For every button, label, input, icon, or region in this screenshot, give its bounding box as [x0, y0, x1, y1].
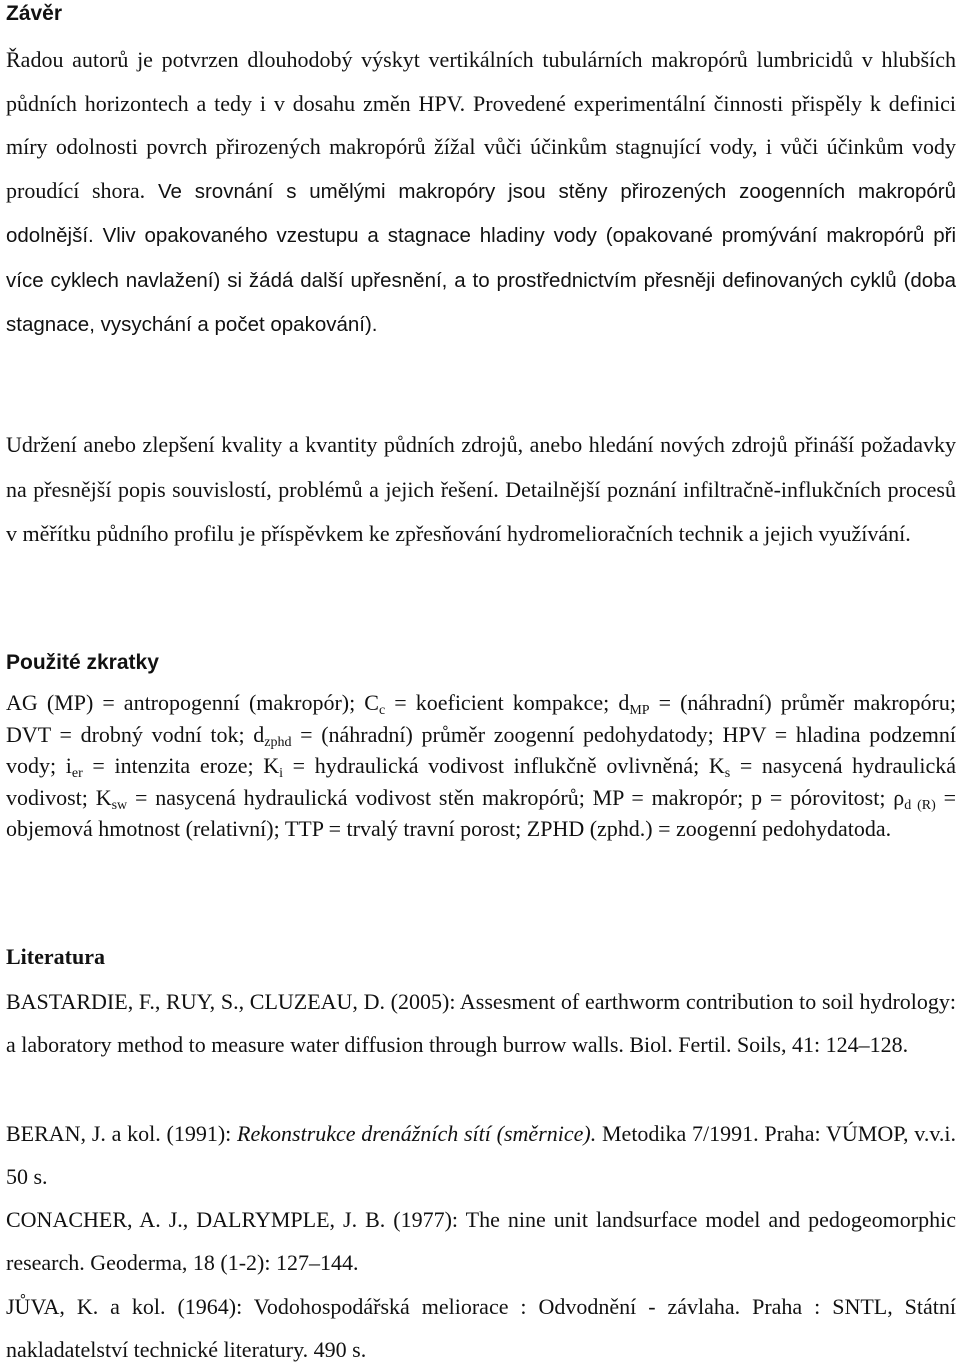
paragraph-zaver-2-part1: Udržení anebo zlepšení kvality a kvantity půdních zdrojů, anebo hledání nových zdrojů přináší požadavky na přesnější popis souvislostí, problémů a jejich řešení.: [6, 432, 956, 502]
paragraph-zaver-1: [6, 38, 956, 347]
paragraph-zaver-1-sans: Ve srovnání s umělými makropóry jsou stěny přirozených zoogenních makropórů odolnější. Vliv opakovaného vzestupu a stagnace hladiny vody (opakované promývání makropórů při více cyklech navlažení) si žádá další upřesnění, a to prostřednictvím přesněji definovaných cyklů (doba stagnace, vysychání a počet opakování).: [6, 179, 956, 336]
abbreviations-paragraph: [6, 687, 956, 845]
reference-item: JŮVA, K. a kol. (1964): Vodohospodářská meliorace : Odvodnění - závlaha. Praha : SNTL, Státní nakladatelství technické literatury. 490 s.: [6, 1294, 956, 1362]
abbr-sub: er: [71, 766, 83, 782]
reference-authors: BERAN, J. a kol. (1991):: [6, 1121, 238, 1146]
reference-item: [6, 1112, 956, 1198]
section-heading-literatura: Literatura: [6, 944, 105, 969]
abbr-sub: zphd: [264, 734, 292, 750]
paragraph-zaver-2-part2: Detailnější poznání infiltračně-influkčních procesů v měřítku půdního profilu je příspěvkem ke zpřesňování hydromelioračních technik a jejich využívání.: [6, 476, 956, 546]
abbr-text: = objemová hmotnost (relativní); TTP = trvalý travní porost; ZPHD (zphd.) = zoogenní pedohydatoda.: [6, 784, 956, 842]
abbr-sub: MP: [629, 703, 650, 718]
abbr-text: = koeficient kompakce; d: [385, 690, 630, 715]
section-heading-zaver: Závěr: [6, 2, 63, 25]
abbr-text: AG (MP) = antropogenní (makropór); C: [6, 690, 379, 715]
reference-item: BASTARDIE, F., RUY, S., CLUZEAU, D. (2005): Assesment of earthworm contribution to soil hydrology: a laboratory method to measure water diffusion through burrow walls. Biol. Fertil. Soils, 41: 124–128.: [6, 989, 956, 1057]
section-heading-zkratky: Použité zkratky: [6, 651, 159, 674]
abbr-sub: c: [378, 703, 386, 718]
abbr-sub: d (R): [904, 797, 936, 813]
abbr-text: = (náhradní) průměr zoogenní pedohydatody; HPV = hladina podzemní vody; i: [6, 721, 956, 779]
reference-title-italic: Rekonstrukce drenážních sítí (směrnice).: [237, 1121, 597, 1146]
abbr-text: = intenzita eroze; K: [82, 753, 280, 779]
paragraph-zaver-2: [6, 423, 956, 557]
abbr-sub: i: [279, 766, 283, 782]
abbr-sub: s: [724, 766, 731, 782]
reference-item: CONACHER, A. J., DALRYMPLE, J. B. (1977): The nine unit landsurface model and pedogeomorphic research. Geoderma, 18 (1-2): 127–144.: [6, 1207, 956, 1275]
abbr-text: = hydraulická vodivost influkčně ovlivněná; K: [283, 753, 725, 779]
abbr-text: = (náhradní) průměr makropóru; DVT = drobný vodní tok; d: [6, 690, 956, 747]
abbr-text: = nasycená hydraulická vodivost stěn makropórů; MP = makropór; p = pórovitost; ρ: [127, 784, 905, 810]
abbr-sub: sw: [111, 797, 128, 813]
abbr-text: = nasycená hydraulická vodivost; K: [6, 753, 956, 810]
paragraph-zaver-1-serif: Řadou autorů je potvrzen dlouhodobý výskyt vertikálních tubulárních makropórů lumbricidů v hlubších půdních horizontech a tedy i v dosahu změn HPV. Provedené experimentální činnosti přispěly k definici míry odolnosti povrch přirozených makropórů žížal vůči účinkům stagnující vody, i vůči účinkům vody proudící shora.: [6, 47, 956, 203]
reference-rest: Metodika 7/1991. Praha: VÚMOP, v.v.i. 50 s.: [6, 1121, 957, 1189]
